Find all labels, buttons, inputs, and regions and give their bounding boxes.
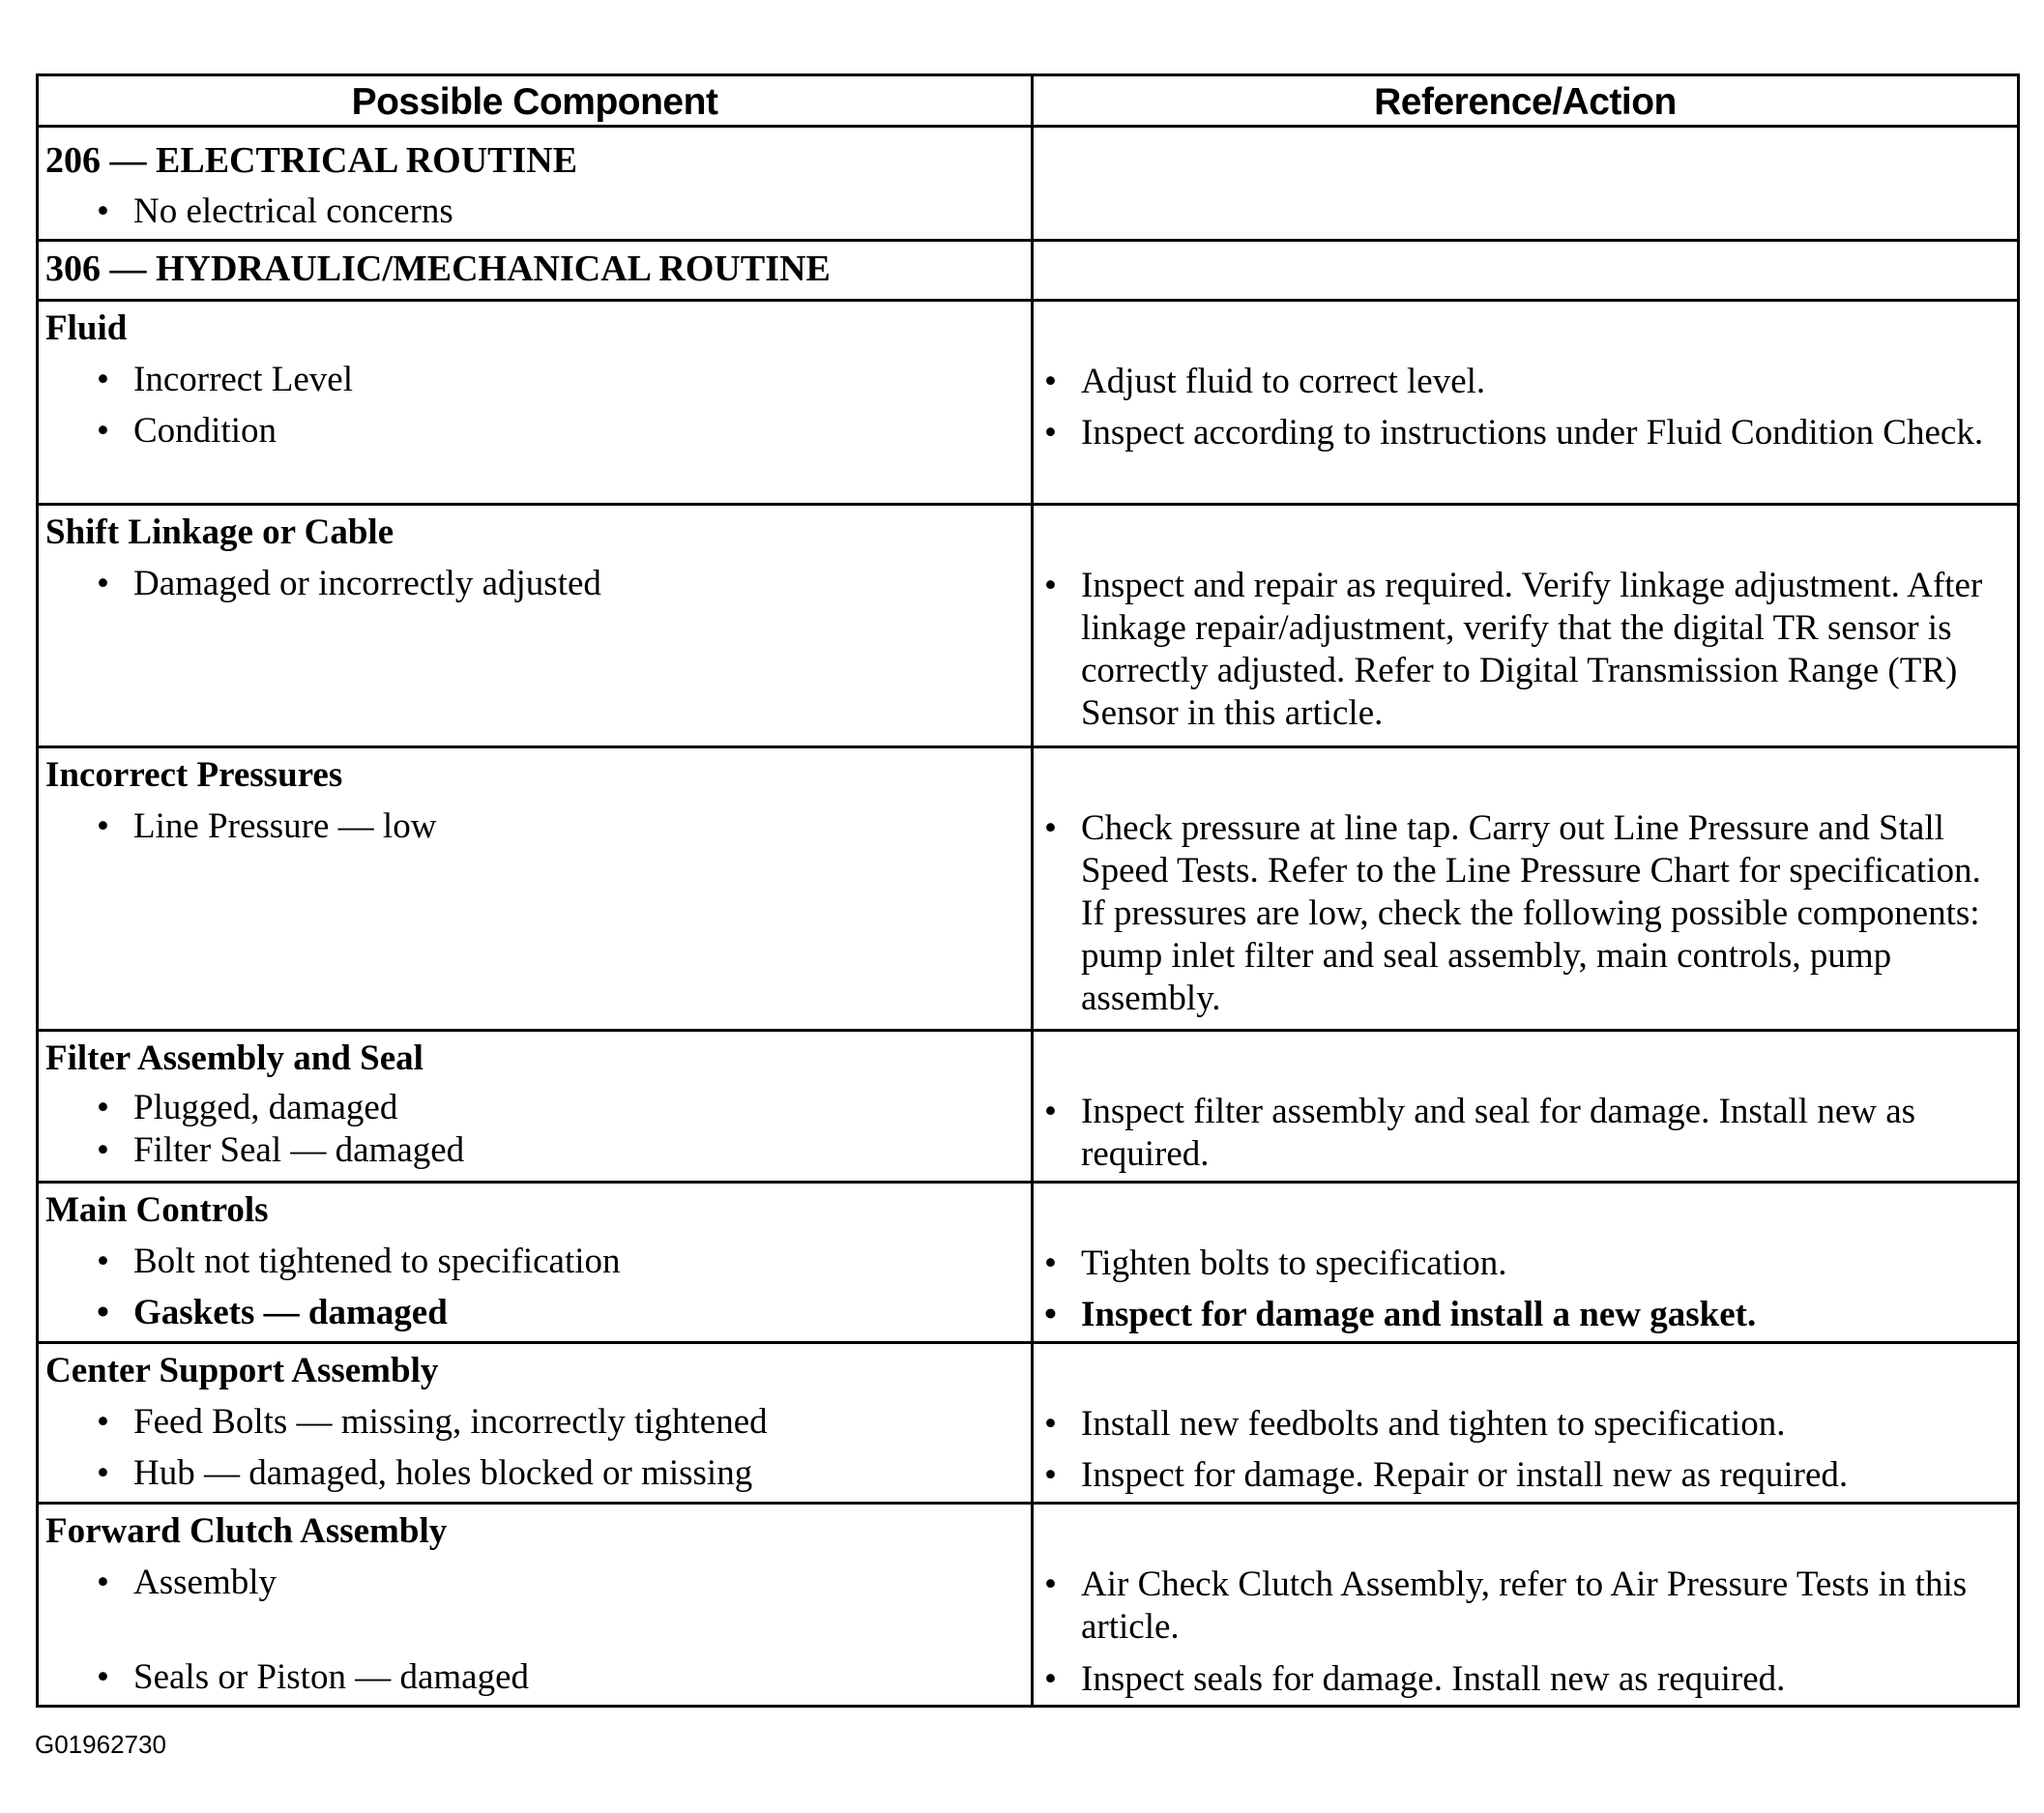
- component-item: • Gaskets — damaged: [97, 1293, 448, 1332]
- action-item: • Inspect and repair as required. Verify linkage adjustment. After linkage repair/adjustment, verify that the digital TR sensor is correctly adjusted. Refer to Digital Transmission Range (TR) Sensor in this article.: [1044, 566, 1983, 733]
- bullet-icon: •: [97, 1293, 109, 1332]
- bullet-icon: •: [97, 1402, 109, 1442]
- component-item: • Condition: [97, 411, 277, 451]
- component-item: • Incorrect Level: [97, 360, 353, 399]
- component-item: • Filter Seal — damaged: [97, 1130, 465, 1170]
- bullet-icon: •: [1044, 1404, 1057, 1444]
- bullet-icon: •: [97, 1088, 109, 1127]
- bullet-icon: •: [1044, 1564, 1057, 1604]
- row-divider: [36, 299, 2020, 302]
- component-item: • Seals or Piston — damaged: [97, 1657, 530, 1697]
- component-item: • Damaged or incorrectly adjusted: [97, 564, 601, 603]
- component-label: Shift Linkage or Cable: [45, 512, 394, 552]
- action-item: • Inspect seals for damage. Install new as required.: [1044, 1659, 1786, 1699]
- bullet-icon: •: [1044, 1243, 1057, 1283]
- column-header-component: Possible Component: [351, 81, 718, 123]
- bullet-icon: •: [1044, 362, 1057, 401]
- bullet-icon: •: [97, 1657, 109, 1697]
- bullet-icon: •: [97, 1130, 109, 1170]
- bullet-icon: •: [97, 564, 109, 603]
- component-label: Incorrect Pressures: [45, 755, 343, 795]
- action-item: • Install new feedbolts and tighten to specification.: [1044, 1404, 1786, 1444]
- action-item: • Inspect for damage. Repair or install new as required.: [1044, 1455, 1849, 1495]
- component-item: • Plugged, damaged: [97, 1088, 398, 1127]
- bullet-icon: •: [1044, 1295, 1057, 1334]
- action-item: • Inspect according to instructions under Fluid Condition Check.: [1044, 413, 1984, 453]
- component-label: Fluid: [45, 308, 128, 348]
- section-title: 306 — HYDRAULIC/MECHANICAL ROUTINE: [45, 249, 831, 289]
- bullet-icon: •: [1044, 1092, 1057, 1131]
- bullet-icon: •: [1044, 808, 1057, 848]
- figure-id: G01962730: [35, 1730, 166, 1759]
- action-item: • Inspect filter assembly and seal for damage. Install new as required.: [1044, 1092, 1916, 1174]
- row-divider: [36, 239, 2020, 242]
- action-item: • Tighten bolts to specification.: [1044, 1243, 1507, 1283]
- column-header-action: Reference/Action: [1374, 81, 1677, 123]
- bullet-icon: •: [97, 1563, 109, 1602]
- section-title: 206 — ELECTRICAL ROUTINE: [45, 140, 578, 181]
- column-divider: [1031, 73, 1034, 1708]
- bullet-icon: •: [97, 1453, 109, 1493]
- action-item: • Check pressure at line tap. Carry out Line Pressure and Stall Speed Tests. Refer to the Line Pressure Chart for specification. If pressures are low, check the following possible components: pump inlet filter and seal assembly, main controls, pump assembly.: [1044, 808, 1981, 1018]
- bullet-icon: •: [97, 1242, 109, 1281]
- bullet-icon: •: [1044, 1455, 1057, 1495]
- bullet-icon: •: [1044, 1659, 1057, 1699]
- component-item: • Hub — damaged, holes blocked or missing: [97, 1453, 753, 1493]
- component-item: • Assembly: [97, 1563, 277, 1602]
- row-divider: [36, 1029, 2020, 1032]
- action-item: • Adjust fluid to correct level.: [1044, 362, 1486, 401]
- component-label: Main Controls: [45, 1190, 269, 1230]
- component-item: • Line Pressure — low: [97, 806, 437, 846]
- component-item: • Feed Bolts — missing, incorrectly tightened: [97, 1402, 768, 1442]
- bullet-icon: •: [97, 411, 109, 451]
- bullet-icon: •: [1044, 413, 1057, 453]
- component-label: Filter Assembly and Seal: [45, 1038, 423, 1078]
- row-divider: [36, 746, 2020, 748]
- bullet-icon: •: [97, 360, 109, 399]
- row-divider: [36, 503, 2020, 506]
- component-item: • No electrical concerns: [97, 191, 453, 231]
- component-item: • Bolt not tightened to specification: [97, 1242, 621, 1281]
- component-label: Forward Clutch Assembly: [45, 1511, 448, 1551]
- row-divider: [36, 1502, 2020, 1505]
- row-divider: [36, 1181, 2020, 1184]
- action-item: • Air Check Clutch Assembly, refer to Air Pressure Tests in this article.: [1044, 1564, 1968, 1647]
- row-divider: [36, 1341, 2020, 1344]
- component-label: Center Support Assembly: [45, 1351, 439, 1390]
- bullet-icon: •: [97, 191, 109, 231]
- bullet-icon: •: [97, 806, 109, 846]
- bullet-icon: •: [1044, 566, 1057, 605]
- action-item: • Inspect for damage and install a new gasket.: [1044, 1295, 1757, 1334]
